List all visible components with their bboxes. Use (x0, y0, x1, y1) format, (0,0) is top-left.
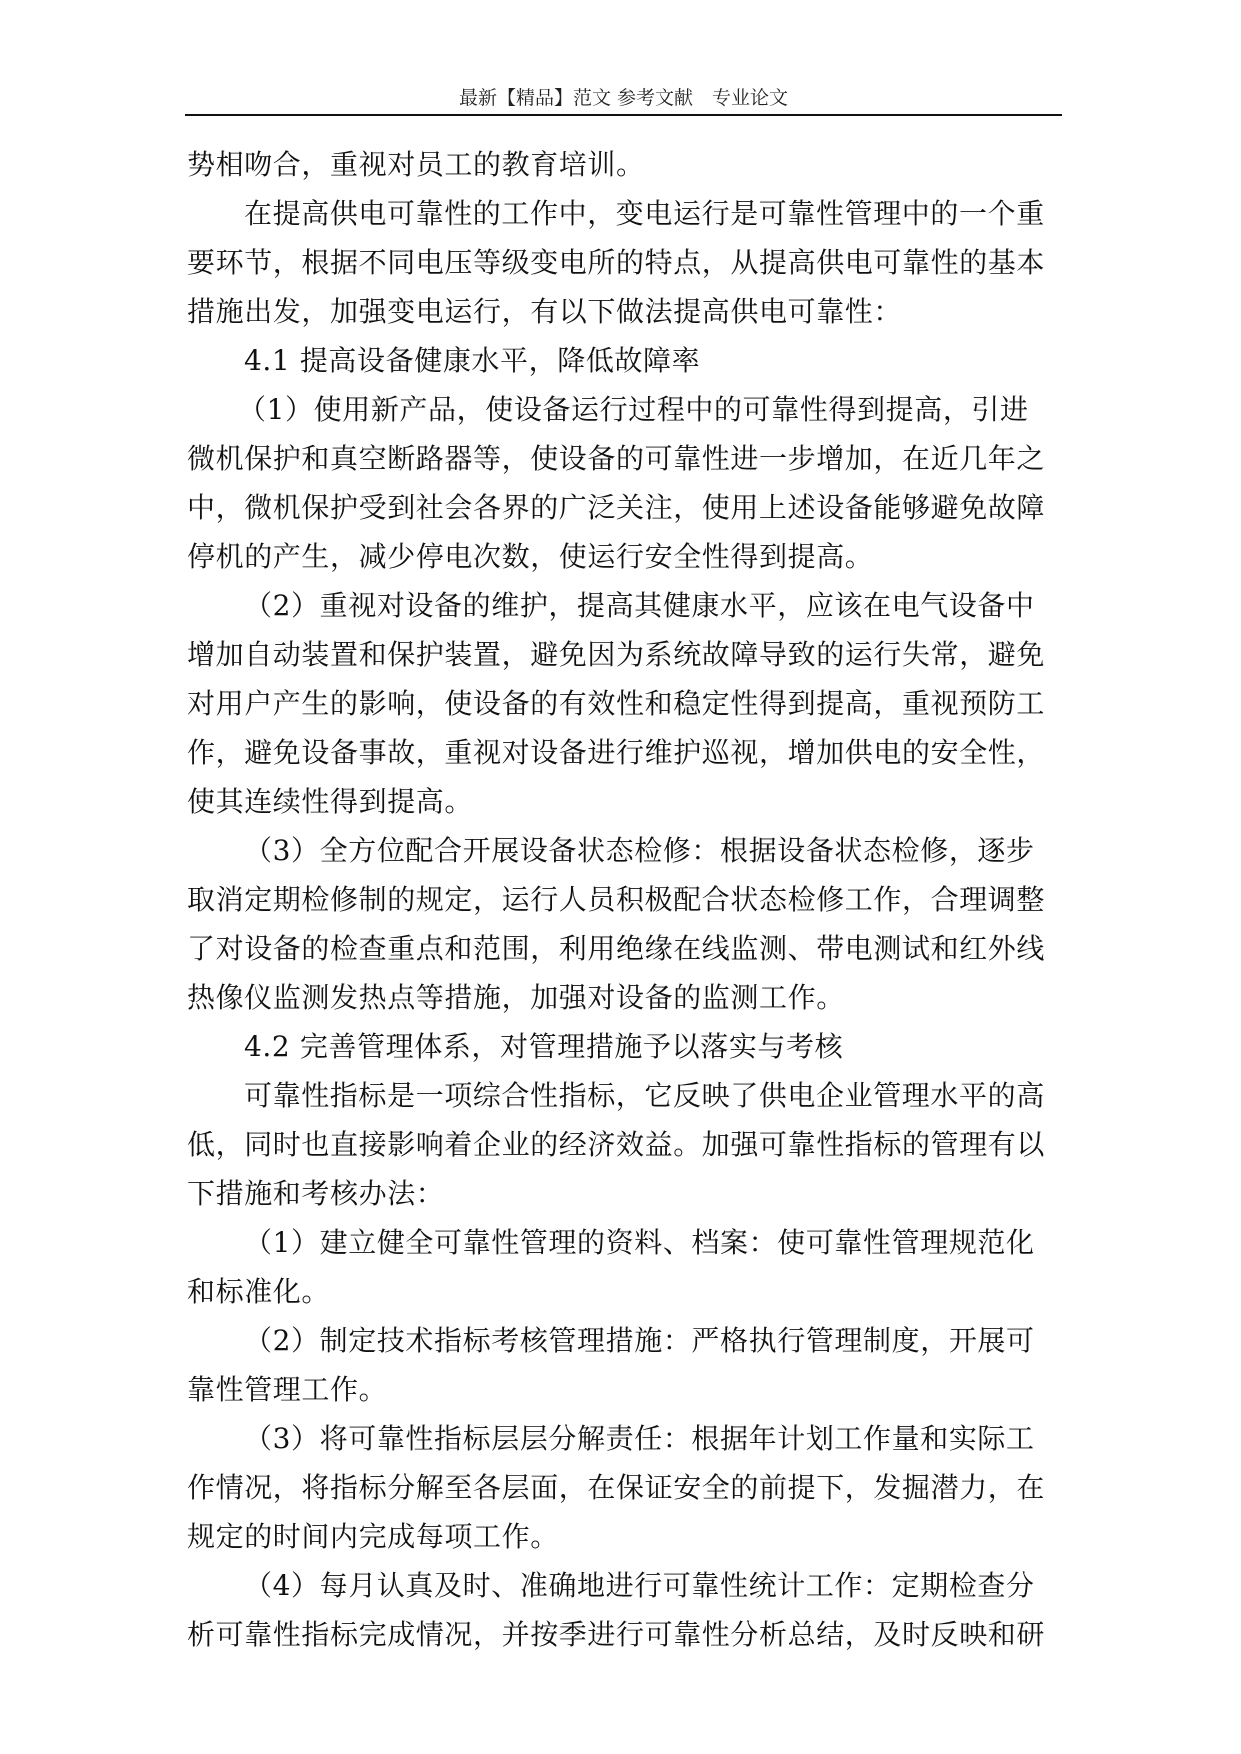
paragraph-start: （1）使用新产品，使设备运行过程中的可靠性得到提高，引进 (238, 393, 1029, 426)
paragraph-start: 可靠性指标是一项综合性指标，它反映了供电企业管理水平的高 (244, 1079, 1045, 1112)
section-heading-4-2: 4.2 完善管理体系，对管理措施予以落实与考核 (244, 1030, 844, 1063)
text-line: 热像仪监测发热点等措施，加强对设备的监测工作。 (187, 981, 845, 1014)
text-line: 使其连续性得到提高。 (187, 785, 474, 818)
text-line: 和标准化。 (187, 1275, 331, 1308)
text-line: 规定的时间内完成每项工作。 (187, 1520, 559, 1553)
text-line: 措施出发，加强变电运行，有以下做法提高供电可靠性： (187, 295, 903, 328)
paragraph-start: （2）重视对设备的维护，提高其健康水平，应该在电气设备中 (244, 589, 1035, 622)
text-line: 中，微机保护受到社会各界的广泛关注，使用上述设备能够避免故障 (187, 491, 1046, 524)
text-line: 作，避免设备事故，重视对设备进行维护巡视，增加供电的安全性， (187, 736, 1046, 769)
text-line: 作情况，将指标分解至各层面，在保证安全的前提下，发掘潜力，在 (187, 1471, 1046, 1504)
paragraph-start: （3）全方位配合开展设备状态检修：根据设备状态检修，逐步 (244, 834, 1035, 867)
paragraph-start: （2）制定技术指标考核管理措施：严格执行管理制度，开展可 (244, 1324, 1035, 1357)
text-line: 了对设备的检查重点和范围，利用绝缘在线监测、带电测试和红外线 (187, 932, 1046, 965)
text-line: 势相吻合，重视对员工的教育培训。 (187, 148, 645, 181)
paragraph-start: （4）每月认真及时、准确地进行可靠性统计工作：定期检查分 (244, 1569, 1035, 1602)
paragraph-start: 在提高供电可靠性的工作中，变电运行是可靠性管理中的一个重 (244, 197, 1045, 230)
text-line: 对用户产生的影响，使设备的有效性和稳定性得到提高，重视预防工 (187, 687, 1046, 720)
page-header: 最新【精品】范文 参考文献 专业论文 (458, 87, 789, 109)
text-line: 微机保护和真空断路器等，使设备的可靠性进一步增加，在近几年之 (187, 442, 1046, 475)
text-line: 下措施和考核办法： (187, 1177, 445, 1210)
text-line: 析可靠性指标完成情况，并按季进行可靠性分析总结，及时反映和研 (187, 1618, 1046, 1651)
text-line: 靠性管理工作。 (187, 1373, 388, 1406)
text-line: 取消定期检修制的规定，运行人员积极配合状态检修工作，合理调整 (187, 883, 1046, 916)
text-line: 低，同时也直接影响着企业的经济效益。加强可靠性指标的管理有以 (187, 1128, 1046, 1161)
text-line: 停机的产生，减少停电次数，使运行安全性得到提高。 (187, 540, 874, 573)
text-line: 增加自动装置和保护装置，避免因为系统故障导致的运行失常，避免 (187, 638, 1046, 671)
text-line: 要环节，根据不同电压等级变电所的特点，从提高供电可靠性的基本 (187, 246, 1046, 279)
header-divider (185, 114, 1062, 116)
paragraph-start: （1）建立健全可靠性管理的资料、档案：使可靠性管理规范化 (244, 1226, 1035, 1259)
paragraph-start: （3）将可靠性指标层层分解责任：根据年计划工作量和实际工 (244, 1422, 1035, 1455)
section-heading-4-1: 4.1 提高设备健康水平，降低故障率 (244, 344, 701, 377)
document-body (187, 140, 1067, 1659)
